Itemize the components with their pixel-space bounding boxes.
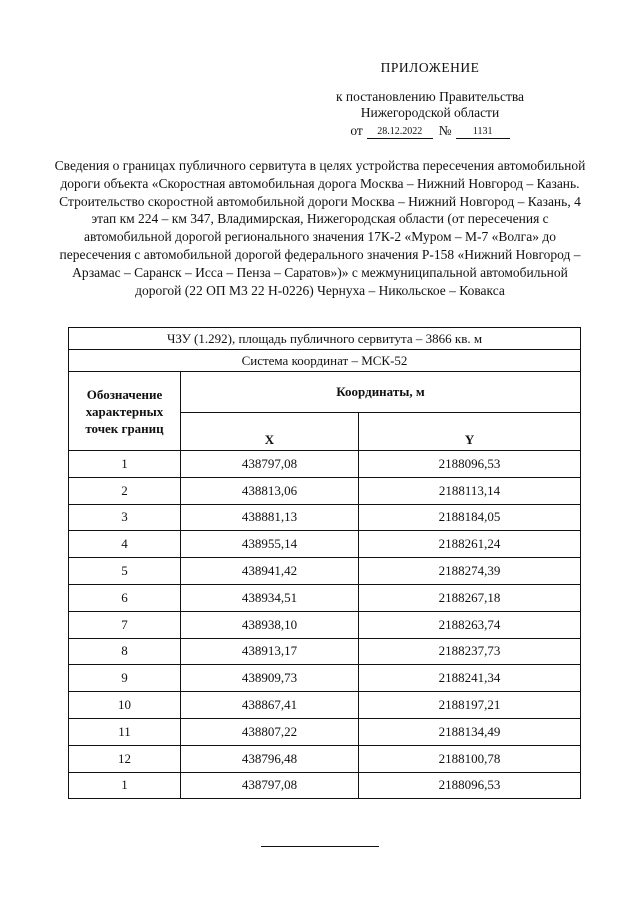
table-row xyxy=(69,504,581,531)
x-cell: 438813,06 xyxy=(181,477,359,504)
x-cell: 438941,42 xyxy=(181,558,359,585)
x-cell: 438881,13 xyxy=(181,504,359,531)
point-cell: 3 xyxy=(69,504,181,531)
y-cell: 2188263,74 xyxy=(359,611,581,638)
x-cell: 438797,08 xyxy=(181,451,359,478)
coordinates-table xyxy=(68,327,581,799)
appendix-heading: ПРИЛОЖЕНИЕ xyxy=(380,60,480,75)
appendix-block xyxy=(300,60,560,139)
table-row xyxy=(69,611,581,638)
point-cell: 12 xyxy=(69,745,181,772)
point-cell: 10 xyxy=(69,692,181,719)
x-cell: 438909,73 xyxy=(181,665,359,692)
x-cell: 438796,48 xyxy=(181,745,359,772)
point-cell: 8 xyxy=(69,638,181,665)
y-cell: 2188100,78 xyxy=(359,745,581,772)
document-title: Сведения о границах публичного сервитута в целях устройства пересечения автомобильной дороги объекта «Скоростная автомобильная дорога Москва – Нижний Новгород – Казань. Строительство скоростной автомобильной дороги Москва – Нижний Новгород – Казань, 4 этап км 224 – км 347, Владимирская, Нижегородская области (от пересечения с автомобильной дорогой регионального значения 17К-2 «Муром – М-7 «Волга» до пересечения с автомобильной дорогой федерального значения Р-158 «Нижний Новгород – Арзамас – Саранск – Исса – Пенза – Саратов»)» с межмуниципальной автомобильной дорогой (22 ОП М3 22 Н-0226) Чернуха – Никольское – Ковакса xyxy=(54,158,586,298)
point-cell: 1 xyxy=(69,451,181,478)
y-cell: 2188096,53 xyxy=(359,451,581,478)
decree-number: 1131 xyxy=(456,126,510,139)
table-row xyxy=(69,451,581,478)
appendix-dateline xyxy=(300,123,560,140)
decree-date: 28.12.2022 xyxy=(367,126,433,139)
table-row xyxy=(69,558,581,585)
point-cell: 6 xyxy=(69,584,181,611)
y-cell: 2188267,18 xyxy=(359,584,581,611)
point-cell: 4 xyxy=(69,531,181,558)
x-cell: 438955,14 xyxy=(181,531,359,558)
table-row xyxy=(69,584,581,611)
x-column-header: X xyxy=(181,413,359,451)
footer-divider xyxy=(261,846,379,847)
plot-area-row: ЧЗУ (1.292), площадь публичного сервитута – 3866 кв. м xyxy=(69,328,581,350)
point-cell: 11 xyxy=(69,718,181,745)
number-label: № xyxy=(438,122,452,138)
y-cell: 2188113,14 xyxy=(359,477,581,504)
point-cell: 1 xyxy=(69,772,181,799)
table-row xyxy=(69,745,581,772)
y-cell: 2188184,05 xyxy=(359,504,581,531)
x-cell: 438867,41 xyxy=(181,692,359,719)
appendix-line-1: к постановлению Правительства xyxy=(335,88,525,104)
table-row xyxy=(69,718,581,745)
y-column-header: Y xyxy=(359,413,581,451)
y-cell: 2188197,21 xyxy=(359,692,581,719)
point-label-header: Обозначение характерных точек границ xyxy=(69,372,181,451)
y-cell: 2188261,24 xyxy=(359,531,581,558)
point-cell: 7 xyxy=(69,611,181,638)
table-row xyxy=(69,772,581,799)
table-row xyxy=(69,477,581,504)
coordinates-header: Координаты, м xyxy=(181,372,581,413)
from-label: от xyxy=(350,122,363,138)
point-cell: 2 xyxy=(69,477,181,504)
x-cell: 438913,17 xyxy=(181,638,359,665)
table-row xyxy=(69,665,581,692)
x-cell: 438807,22 xyxy=(181,718,359,745)
y-cell: 2188241,34 xyxy=(359,665,581,692)
y-cell: 2188274,39 xyxy=(359,558,581,585)
y-cell: 2188237,73 xyxy=(359,638,581,665)
coordinate-system-row: Система координат – МСК-52 xyxy=(69,350,581,372)
y-cell: 2188096,53 xyxy=(359,772,581,799)
table-row xyxy=(69,531,581,558)
table-row xyxy=(69,692,581,719)
point-cell: 5 xyxy=(69,558,181,585)
x-cell: 438797,08 xyxy=(181,772,359,799)
appendix-line-2: Нижегородской области xyxy=(360,105,500,120)
y-cell: 2188134,49 xyxy=(359,718,581,745)
table-row xyxy=(69,638,581,665)
x-cell: 438938,10 xyxy=(181,611,359,638)
point-cell: 9 xyxy=(69,665,181,692)
x-cell: 438934,51 xyxy=(181,584,359,611)
